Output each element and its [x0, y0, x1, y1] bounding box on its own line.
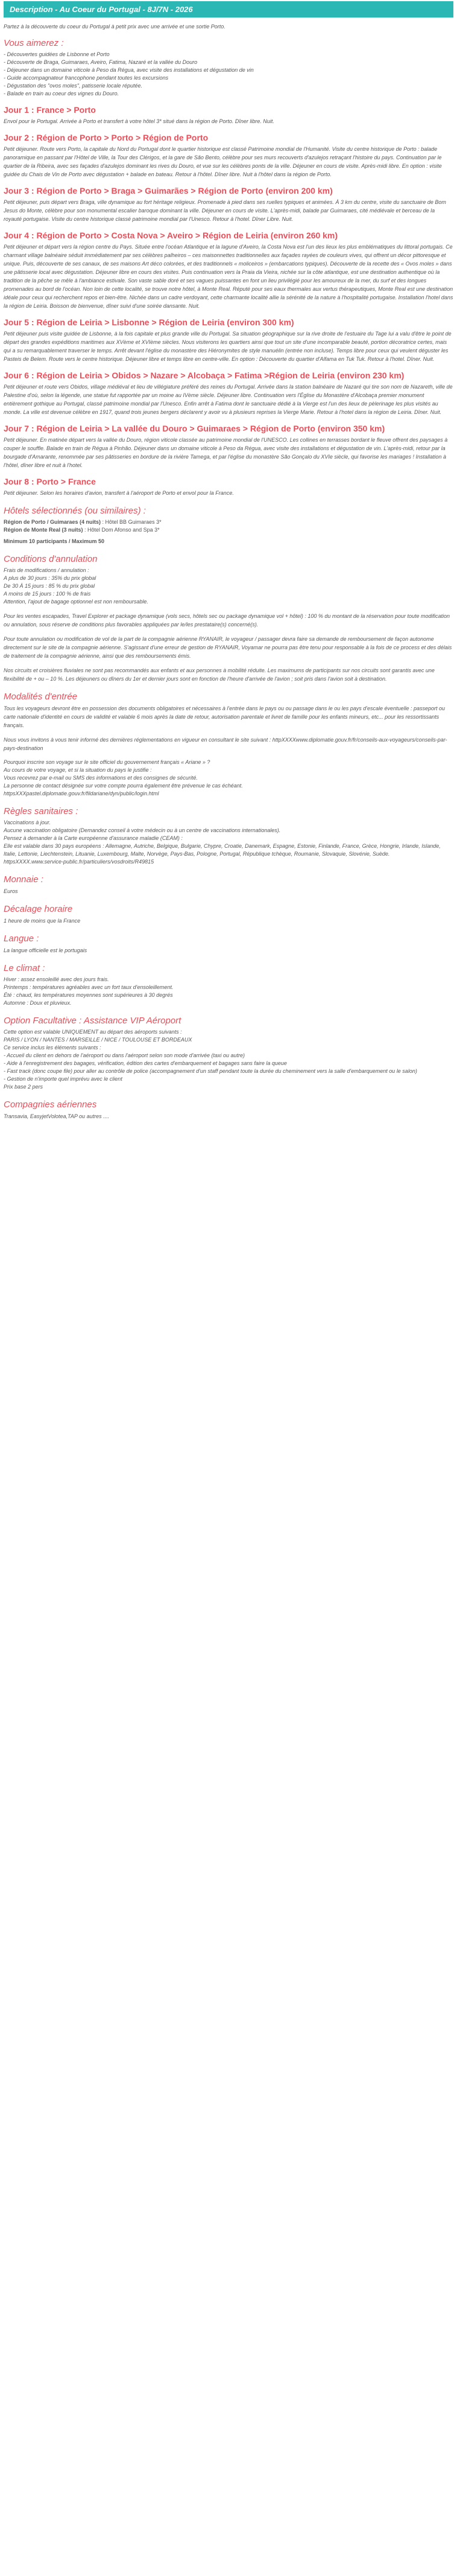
- list-item: A plus de 30 jours : 35% du prix global: [4, 575, 96, 581]
- annulation-text: Pour toute annulation ou modification de vol de la part de la compagnie aérienne RYANAIR, le voyageur / passager devra faire sa demande de remboursement de façon autonome directement sur le site de la compagnie aérienne. S'agissant d'une erreur de gestion de RYANAIR, Voyamar ne pourra pas être tenu pour responsable à la fois de ce process et des délais de traitement de la compagnie aérienne, ainsi que des remboursements émis.: [4, 636, 452, 659]
- annulation-title: Conditions d'annulation: [4, 554, 98, 564]
- list-item: httpsXXXX.www.service-public.fr/particuliers/vosdroits/R49815: [4, 859, 154, 865]
- itinerary: [4, 105, 453, 497]
- horaire-text: 1 heure de moins que la France: [4, 918, 81, 924]
- hotel-value: : Hôtel BB Guimaraes 3*: [102, 519, 162, 525]
- participants-text: [4, 538, 453, 545]
- description-banner: Description - Au Coeur du Portugal - 8J/7N - 2026: [4, 1, 453, 17]
- option-title: Option Facultative : Assistance VIP Aéroport: [4, 1016, 181, 1026]
- list-item: Au cours de votre voyage, et si la situation du pays le justifie :: [4, 767, 152, 773]
- list-item: - Fast track (donc coupe file) pour aller au contrôle de police (accompagnement d'un staff pendant toute la durée du cheminement vers la salle d'embarquement ou le salon): [4, 1068, 417, 1074]
- annulation-fees: [4, 567, 453, 606]
- list-item: httpsXXXpastel.diplomatie.gouv.fr/fildariane/dyn/public/login.html: [4, 790, 159, 797]
- list-item: - Accueil du client en dehors de l'aéroport ou dans l'aéroport selon son mode d'arrivée (taxi ou autre): [4, 1052, 245, 1058]
- day-text: Petit déjeuner. En matinée départ vers la vallée du Douro, région viticole classée au patrimoine mondial de l'UNESCO. Les collines en terrasses bordant le fleuve offrent des paysages à couper le souffle. Balade en train de Régua à Pinhão. Déjeuner dans un domaine viticole à Peso da Régua, avec visite des installations et dégustation de vin. L'après-midi, retour par la bourgade d'Amarante, renommée par ses pâtisseries en bordure de la rivière Tamega, et par l'église du monastère São Gonçalo du XVIe siècle, qui favorise les mariages ! Installation à l'hôtel, dîner libre et nuit à l'hotel.: [4, 437, 448, 468]
- list-item: - Guide accompagnateur francophone pendant toutes les excursions: [4, 75, 169, 81]
- list-item: Été : chaud, les températures moyennes sont supérieures à 30 degrés: [4, 992, 173, 998]
- intro-text: Partez à la découverte du coeur du Portugal à petit prix avec une arrivée et une sortie Porto.: [4, 24, 225, 30]
- participants-value: Minimum 10 participants / Maximum 50: [4, 538, 105, 544]
- list-item: - Découverte de Braga, Guimaraes, Aveiro, Fatima, Nazaré et la vallée du Douro: [4, 59, 198, 65]
- compagnies-title: Compagnies aériennes: [4, 1099, 97, 1110]
- day-text: Petit déjeuner et route vers Obidos, village médiéval et lieu de villégiature préféré des reines du Portugal. Arrivée dans la station balnéaire de Nazaré qui tire son nom de Nazareth, ville de Palestine d'où, selon la légende, une statue fut rapportée par un moine au IVème siècle. Déjeuner libre. Continuation vers l'Église du Monastère d'Alcobaça premier monument entièrement gothique au Portugal, classé patrimoine mondial par l'Unesco. Enfin arrêt à Fatima dont le sanctuaire dédié à la Vierge est l'un des lieux de pèlerinage les plus visités au monde. La ville est devenue célèbre en 1917, quand trois jeunes bergers déclarent y avoir vu à plusieurs reprises la Vierge Marie. Retour à l'hotel dans la région de Leiria. Dîner. Nuit.: [4, 384, 453, 415]
- list-item: Cette option est valable UNIQUEMENT au départ des aéroports suivants :: [4, 1029, 182, 1035]
- list-item: La personne de contact désignée sur votre compte pourra également être prévenue le cas échéant.: [4, 783, 243, 789]
- ariane-list: [4, 758, 453, 798]
- list-item: Pensez à demander à la Carte européenne d'assurance maladie (CEAM) :: [4, 835, 183, 841]
- list-item: - Déjeuner dans un domaine viticole à Peso da Régua, avec visite des installations et dégustation de vin: [4, 67, 254, 73]
- list-item: Automne : Doux et pluvieux.: [4, 1000, 72, 1006]
- list-item: - Gestion de n'importe quel imprévu avec le client: [4, 1076, 122, 1082]
- list-item: Aucune vaccination obligatoire (Demandez conseil à votre médecin ou à un centre de vaccinations internationales).: [4, 827, 281, 833]
- horaire-title: Décalage horaire: [4, 904, 73, 914]
- day-text: Petit déjeuner et départ vers la région centre du Pays. Située entre l'océan Atlantique et la lagune d'Aveiro, la Costa Nova est l'un des lieux les plus emblématiques du littoral portugais. Ce charmant village balnéaire séduit immédiatement par ses célèbres palheiros – ces maisonnettes traditionnelles aux façades rayées de couleurs vives, qui offrent un décor pittoresque et unique. Puis, découverte de ses canaux, de ses maisons Art déco colorées, et des traditionnels « moliceiros » (embarcations typiques). Découverte de la recette des « Ovos moles » dans une pâtisserie local avec dégustation. Déjeuner libre en cours des visites. Puis continuation vers la Praia da Vieira, nichée sur la côte atlantique, est une destination authentique où la tradition de la pêche se mêle à l'ambiance estivale. Son vaste sable doré et ses vagues puissantes en font un lieu privilégié pour les amoureux de la mer, du surf et des longues promenades au bord de l'océan. Non loin de cette localité, se trouve notre hôtel, à Monte Real. Réputé pour ses eaux thermales aux vertus thérapeutiques, Monte Real est une destination idéale pour ceux qui recherchent repos et bien-être. Nichée dans un cadre verdoyant, cette charmante localité allie la sérénité de la nature à l'hospitalité portugaise. Installation l'hotel dans la région de Leiria. Boisson de bienvenue, dîner suivi d'une soirée dansante. Nuit.: [4, 244, 453, 309]
- hotel-line: [4, 526, 453, 534]
- list-item: - Découvertes guidées de Lisbonne et Porto: [4, 51, 110, 57]
- day-text: Envol pour le Portugal. Arrivée à Porto et transfert à votre hôtel 3* situé dans la région de Porto. Dîner libre. Nuit.: [4, 118, 274, 124]
- list-item: Frais de modifications / annulation :: [4, 567, 89, 573]
- hotels-title: Hôtels sélectionnés (ou similaires) :: [4, 506, 146, 516]
- list-item: Pourquoi inscrire son voyage sur le site officiel du gouvernement français « Ariane » ?: [4, 759, 210, 765]
- list-item: De 30 À 15 jours : 85 % du prix global: [4, 583, 95, 589]
- day-text: Petit déjeuner. Selon les horaires d'avion, transfert à l'aéroport de Porto et envol pour la France.: [4, 490, 234, 496]
- list-item: Elle est valable dans 30 pays européens : Allemagne, Autriche, Belgique, Bulgarie, Chypre, Croatie, Danemark, Espagne, Estonie, Finlande, France, Grèce, Hongrie, Irlande, Islande, Italie, Lettonie, Liechtenstein, Lituanie, Luxembourg, Malte, Norvège, Pays-Bas, Pologne, Portugal, République tchèque, Roumanie, Slovaquie, Slovénie, Suède.: [4, 843, 441, 857]
- day-title: Jour 5 : Région de Leiria > Lisbonne > Région de Leiria (environ 300 km): [4, 317, 294, 327]
- day-title: Jour 3 : Région de Porto > Braga > Guimarães > Région de Porto (environ 200 km): [4, 186, 333, 196]
- list-item: - Aide à l'enregistrement des bagages, vérification, édition des cartes d'embarquement et bagages sans faire la queue: [4, 1060, 287, 1066]
- compagnies-text: Transavia, EasyjetVolotea,TAP ou autres ....: [4, 1113, 110, 1119]
- aimerez-list: [4, 51, 453, 98]
- list-item: Hiver : assez ensoleillé avec des jours frais.: [4, 976, 109, 982]
- monnaie-title: Monnaie :: [4, 874, 43, 885]
- list-item: Printemps : températures agréables avec un fort taux d'ensoleillement.: [4, 984, 174, 990]
- list-item: PARIS / LYON / NANTES / MARSEILLE / NICE / TOULOUSE ET BORDEAUX: [4, 1037, 192, 1043]
- hotel-line: [4, 518, 453, 526]
- hotel-label: Région de Monte Real (3 nuits): [4, 527, 83, 533]
- list-item: Attention, l'ajout de bagage optionnel est non remboursable.: [4, 599, 148, 605]
- day-title: Jour 2 : Région de Porto > Porto > Région de Porto: [4, 133, 209, 142]
- list-item: Vaccinations à jour.: [4, 819, 51, 825]
- day-title: Jour 6 : Région de Leiria > Obidos > Nazare > Alcobaça > Fatima >Région de Leiria (environ 230 km): [4, 370, 405, 380]
- day-title: Jour 7 : Région de Leiria > La vallée du Douro > Guimaraes > Région de Porto (environ 350 km): [4, 424, 385, 433]
- annulation-text: Pour les ventes escapades, Travel Explorer et package dynamique (vols secs, hôtels sec ou package dynamique vol + hôtel) : 100 % du montant de la réservation pour toute modification ou annulation, sous réserve de conditions plus favorables appliquées par le/les prestataire(s) concerné(s).: [4, 613, 450, 628]
- list-item: - Dégustation des "ovos moles", patisserie locale réputée.: [4, 83, 143, 89]
- day-text: Petit déjeuner, puis départ vers Braga, ville dynamique au fort héritage religieux. Promenade à pied dans ses ruelles typiques et animées. À 3 km du centre, visite du sanctuaire de Bom Jesus do Monte, célèbre pour son monumental escalier baroque dominant la ville. Déjeuner en cours de visite. L'après-midi, balade par Guimaraes, cité médiévale et berceau de la royauté portugaise. Visite du centre historique classé patrimoine mondial par l'Unesco. Retour à l'hotel. Dîner Libre. Nuit.: [4, 199, 446, 222]
- langue-title: Langue :: [4, 933, 39, 944]
- day-text: Petit déjeuner puis visite guidée de Lisbonne, à la fois capitale et plus grande ville du Portugal. Sa situation géographique sur la rive droite de l'estuaire du Tage lui a valu d'être le point de départ des grandes expéditions maritimes aux XVème et XVIème siècles. Nous visiterons les quartiers ainsi que tout un site d'une incomparable beauté, portion décoratrice certes, mais qui a su remarquablement traverser le temps. Arrêt devant l'église du monastère des Hiéronymites de style manuélin (entrée non incluse). Temps libre pour ceux qui veulent déguster les Pasteis de Belem. Route vers le centre historique. Déjeuner libre et temps libre en centre-ville. En option : Découverte du quartier d'Alfama en Tuk Tuk. Retour à l'hotel. Dîner. Nuit.: [4, 331, 452, 362]
- hotel-label: Région de Porto / Guimaraes (4 nuits): [4, 519, 101, 525]
- list-item: Ce service inclus les éléments suivants :: [4, 1045, 101, 1051]
- day-title: Jour 8 : Porto > France: [4, 477, 96, 486]
- climat-title: Le climat :: [4, 963, 45, 973]
- sanitaires-list: [4, 819, 453, 866]
- climat-list: [4, 976, 453, 1007]
- aimerez-title: Vous aimerez :: [4, 38, 64, 48]
- option-list: [4, 1028, 453, 1091]
- day-title: Jour 1 : France > Porto: [4, 105, 96, 115]
- day-title: Jour 4 : Région de Porto > Costa Nova > Aveiro > Région de Leiria (environ 260 km): [4, 231, 338, 240]
- list-item: Prix base 2 pers: [4, 1084, 43, 1090]
- list-item: - Balade en train au coeur des vignes du Douro.: [4, 91, 119, 97]
- hotel-value: : Hôtel Dom Afonso and Spa 3*: [84, 527, 160, 533]
- sanitaires-title: Règles sanitaires :: [4, 806, 78, 816]
- day-text: Petit déjeuner. Route vers Porto, la capitale du Nord du Portugal dont le quartier historique est classé Patrimoine mondial de l'Humanité. Visite du centre historique de Porto : balade panoramique en passant par l'Hôtel de Ville, la Tour des Clérigos, et la gare de São Bento, célèbre pour ses murs recouverts d'azulejos retraçant l'histoire du pays. Continuation par le quartier de la Ribeira, avec ses façades d'azulejos dominant les rives du Douro, et vue sur les célèbres ponts de la ville. Déjeuner en cours de visite. Après-midi libre. En option : visite guidée du Chais de Vin de Porto avec dégustation + balade en bateau. Retour à l'hôtel. Dîner libre. Nuit à l'hôtel dans la région de Porto.: [4, 146, 442, 177]
- entree-text: Tous les voyageurs devront être en possession des documents obligatoires et nécessaires à l'entrée dans le pays ou ou passage dans le ou les pays d'escale éventuelle : passeport ou carte nationale d'identité en cours de validité et valable 6 mois après la date de retour, autorisation parentale et livret de famille pour les enfants mineurs, etc... pour les ressortissants français.: [4, 705, 446, 728]
- page: [0, 1, 457, 1139]
- list-item: Vous recevrez par e-mail ou SMS des informations et des consignes de sécurité.: [4, 775, 198, 781]
- monnaie-text: Euros: [4, 888, 18, 894]
- langue-text: La langue officielle est le portugais: [4, 947, 87, 953]
- annulation-text: Nos circuits et croisières fluviales ne sont pas recommandés aux enfants et aux personnes à mobilité réduite. Les maximums de participants sur nos circuits sont garantis avec une flexibilité de + ou – 10 %. Les déjeuners ou dîners du 1er et dernier jours sont en fonction de l'heure d'arrivée de l'avion ; soit pris dans l'avion soit à destination.: [4, 667, 435, 682]
- entree-title: Modalités d'entrée: [4, 692, 78, 702]
- list-item: A moins de 15 jours : 100 % de frais: [4, 591, 91, 597]
- entree-text: Nous vous invitons à vous tenir informé des dernières réglementations en vigueur en consultant le site suivant : httpXXXXwww.diplomatie.gouv.fr/fr/conseils-aux-voyageurs/conseils-par-pays-destination: [4, 737, 447, 751]
